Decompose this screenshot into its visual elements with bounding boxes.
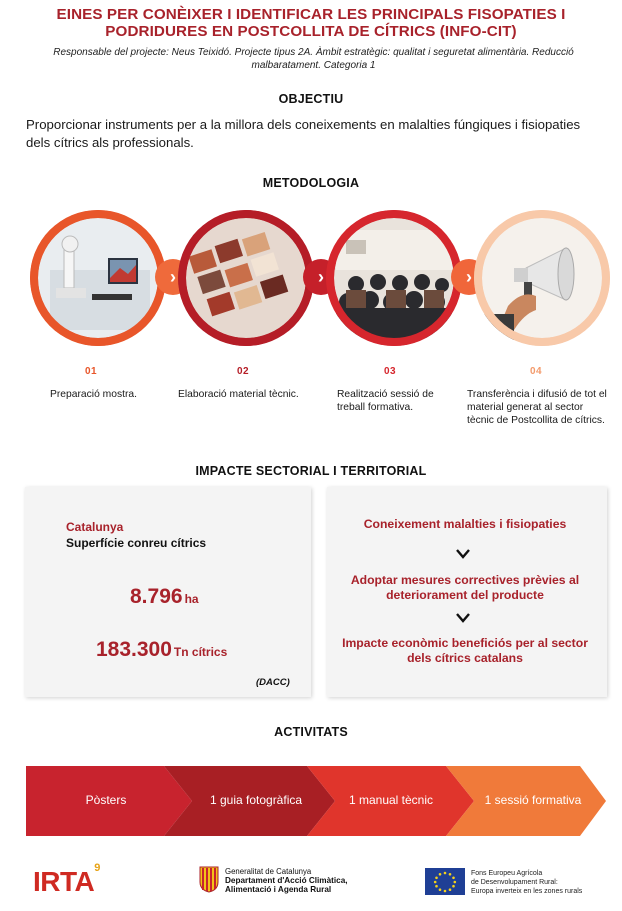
eu-line-3: Europa inverteix en les zones rurals xyxy=(471,888,583,895)
activity-3-label: 1 manual tècnic xyxy=(348,793,434,807)
tons-value: 183.300 xyxy=(96,638,172,661)
activity-4-label: 1 sessió formativa xyxy=(484,793,582,807)
generalitat-text xyxy=(225,867,348,894)
activity-2-label: 1 guia fotogràfica xyxy=(209,793,303,807)
methodology-heading: METODOLOGIA xyxy=(262,176,360,190)
eu-flag-icon xyxy=(425,868,465,895)
step-4-image xyxy=(474,210,610,346)
title-line-1: EINES PER CONÈIXER I IDENTIFICAR LES PRINCIPALS FISOPATIES I xyxy=(56,6,566,23)
chevron-down-icon xyxy=(455,612,471,624)
impact-heading: IMPACTE SECTORIAL I TERRITORIAL xyxy=(195,464,427,478)
objective-heading: OBJECTIU xyxy=(278,92,344,106)
step-2-text: Elaboració material tècnic. xyxy=(178,389,299,400)
step-1-image xyxy=(30,210,166,346)
impact-chain-2: Adoptar mesures correctives prèvies al deteriorament del producte xyxy=(350,573,580,602)
step-2-image xyxy=(178,210,314,346)
eu-line-1: Fons Europeu Agrícola xyxy=(471,870,543,877)
area-stat xyxy=(130,585,199,609)
chevron-right-icon: › xyxy=(155,259,191,295)
impact-region: Catalunya xyxy=(66,520,124,534)
area-value: 8.796 xyxy=(130,585,183,608)
step-3-text: Realització sessió de treball formativa. xyxy=(337,389,434,413)
step-4-text: Transferència i difusió de tot el material generat al sector tècnic de Postcollita de cítrics. xyxy=(467,389,607,426)
objective-text: Proporcionar instruments per a la millora dels coneixements en malalties fúngiques i fisiopaties dels cítrics als professionals. xyxy=(26,117,581,150)
step-3-number: 03 xyxy=(384,366,397,377)
tons-stat xyxy=(96,638,227,662)
step-1-number: 01 xyxy=(85,366,98,377)
impact-chain-3: Impacte econòmic beneficiós per al sector dels cítrics catalans xyxy=(342,636,588,665)
eu-fund-text xyxy=(471,869,582,896)
area-unit: ha xyxy=(184,592,199,606)
activity-1-label: Pòsters xyxy=(85,793,127,807)
chevron-right-icon: › xyxy=(451,259,487,295)
project-title xyxy=(0,6,622,40)
data-source: (DACC) xyxy=(256,677,290,688)
step-1-text: Preparació mostra. xyxy=(50,389,137,400)
impact-subtitle: Superfície conreu cítrics xyxy=(66,536,207,550)
step-3-image xyxy=(326,210,462,346)
generalitat-line-1: Generalitat de Catalunya xyxy=(225,867,312,876)
irta-logo-text: IRTA xyxy=(33,866,95,897)
eu-line-2: de Desenvolupament Rural: xyxy=(471,879,558,886)
step-2-number: 02 xyxy=(237,366,250,377)
impact-chain-1: Coneixement malalties i fisiopaties xyxy=(363,517,567,531)
project-responsible: Responsable del projecte: Neus Teixidó. Projecte tipus 2A. Àmbit estratègic: qualitat i seguretat alimentària. Reducció malbaratament. Categoria 1 xyxy=(53,47,574,71)
activities-heading: ACTIVITATS xyxy=(274,725,348,739)
generalitat-shield-icon xyxy=(199,866,219,893)
tons-unit: Tn cítrics xyxy=(173,645,228,659)
irta-logo-mark: 9 xyxy=(94,861,100,874)
step-4-number: 04 xyxy=(530,366,543,377)
chevron-right-icon: › xyxy=(303,259,339,295)
generalitat-line-2: Departament d'Acció Climàtica, xyxy=(225,876,348,885)
irta-logo xyxy=(33,861,100,898)
chevron-down-icon xyxy=(455,548,471,560)
generalitat-line-3: Alimentació i Agenda Rural xyxy=(225,885,332,894)
title-line-2: PODRIDURES EN POSTCOLLITA DE CÍTRICS (INFO-CIT) xyxy=(105,23,517,40)
